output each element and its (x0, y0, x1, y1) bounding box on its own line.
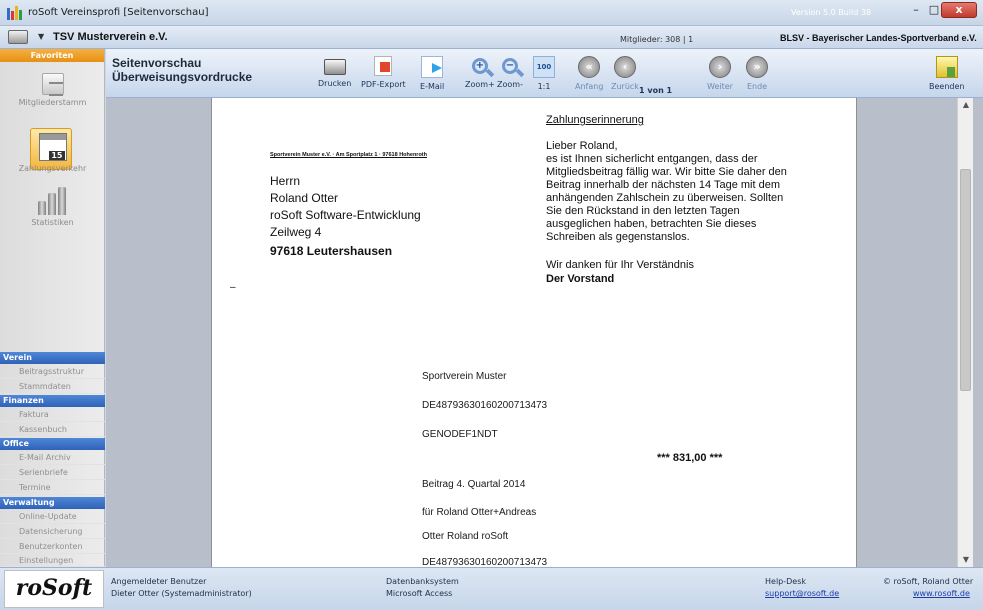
document-page (211, 98, 857, 567)
zoom-out-button[interactable]: − Zoom- (497, 60, 523, 89)
zoom-in-button[interactable]: + Zoom+ (465, 60, 495, 89)
minimize-button[interactable]: – (913, 3, 919, 16)
db-label: Datenbanksystem (386, 577, 459, 586)
federation-name: BLSV - Bayerischer Landes-Sportverband e.V. (780, 33, 977, 43)
sidebar (0, 49, 105, 567)
address-line: Zeilweg 4 (270, 225, 322, 239)
club-name[interactable]: TSV Musterverein e.V. (53, 31, 168, 43)
email-button[interactable]: E-Mail (420, 56, 444, 91)
address-line: roSoft Software-Entwicklung (270, 208, 421, 222)
sidebar-item-beitragsstruktur[interactable]: Beitragsstruktur (0, 364, 105, 379)
title-bar (0, 0, 983, 26)
letter-title: Zahlungserinnerung (546, 114, 644, 126)
sidebar-item-termine[interactable]: Termine (0, 480, 105, 495)
body-line: es ist Ihnen sicherlicht entgangen, dass der (546, 153, 758, 165)
sidebar-item-online-update[interactable]: Online-Update (0, 509, 105, 524)
slip-payer-iban: DE48793630160200713473 (422, 557, 548, 567)
last-page-button[interactable]: » Ende (746, 56, 768, 91)
statistics-icon (38, 187, 68, 215)
helpdesk-link[interactable]: support@rosoft.de (765, 589, 840, 598)
scroll-down-arrow-icon[interactable]: ▼ (962, 555, 970, 564)
address-line: Roland Otter (270, 191, 339, 205)
previous-page-button[interactable]: ‹ Zurück (611, 56, 639, 91)
sidebar-item-datensicherung[interactable]: Datensicherung (0, 524, 105, 539)
arrow-right-icon: › (709, 56, 731, 78)
page-indicator: 1 von 1 (639, 86, 673, 95)
address-city: 97618 Leutershausen (270, 244, 393, 258)
fold-mark: – (230, 282, 236, 293)
rosoft-logo: roSoft (4, 570, 104, 608)
sidebar-item-mitgliederstamm[interactable] (0, 73, 105, 107)
sidebar-item-serienbriefe[interactable]: Serienbriefe (0, 465, 105, 480)
sidebar-item-statistiken[interactable] (0, 187, 105, 227)
sidebar-item-label: Statistiken (31, 218, 74, 227)
printer-icon (324, 59, 346, 75)
helpdesk-label: Help-Desk (765, 577, 807, 586)
zoom-in-icon: + (472, 58, 488, 74)
section-verein[interactable]: Verein (0, 352, 105, 364)
address-line: Herrn (270, 174, 301, 188)
sidebar-item-email-archiv[interactable]: E-Mail Archiv (0, 450, 105, 465)
copyright: © roSoft, Roland Otter (883, 577, 974, 586)
printer-menu-icon[interactable] (8, 30, 28, 44)
scrollbar-thumb[interactable] (960, 169, 971, 391)
pdf-export-button[interactable]: PDF-Export (361, 56, 406, 89)
body-line: Sie den Rückstand in den letzten Tagen (546, 205, 740, 217)
sidebar-item-kassenbuch[interactable]: Kassenbuch (0, 422, 105, 437)
sidebar-item-zahlungsverkehr[interactable] (0, 133, 105, 173)
section-finanzen[interactable]: Finanzen (0, 395, 105, 407)
thanks-line: Wir danken für Ihr Verständnis (546, 259, 694, 271)
zoom-1-1-button[interactable]: 100 1:1 (533, 56, 555, 91)
vertical-scrollbar[interactable] (957, 98, 973, 567)
body-line: anhängenden Zahlschein zu überweisen. Sollten (546, 192, 784, 204)
body-line: ausgeglichen haben, betrachten Sie dieses (546, 218, 757, 230)
slip-bic: GENODEF1NDT (422, 429, 498, 440)
page-title: Seitenvorschau Überweisungsvordrucke (112, 56, 253, 84)
user-label: Angemeldeter Benutzer (111, 577, 207, 586)
body-line: Lieber Roland, (546, 140, 618, 152)
pdf-icon (374, 56, 392, 76)
print-button[interactable]: Drucken (318, 56, 351, 88)
calendar-icon: 15 (39, 133, 67, 161)
members-icon (42, 73, 64, 95)
app-icon (7, 6, 23, 20)
user-value: Dieter Otter (Systemadministrator) (111, 589, 252, 598)
sidebar-item-label: Zahlungsverkehr (18, 164, 87, 173)
website-link[interactable]: www.rosoft.de (913, 589, 970, 598)
favorites-header: Favoriten (0, 49, 104, 62)
last-page-icon: » (746, 56, 768, 78)
scroll-up-arrow-icon[interactable]: ▲ (962, 100, 970, 109)
sidebar-item-faktura[interactable]: Faktura (0, 407, 105, 422)
exit-button[interactable]: Beenden (929, 56, 964, 91)
status-bar (0, 567, 983, 610)
db-value: Microsoft Access (386, 589, 453, 598)
zoom-100-icon: 100 (533, 56, 555, 78)
exit-door-icon (936, 56, 958, 78)
signature: Der Vorstand (546, 273, 615, 285)
close-button[interactable]: x (941, 2, 977, 18)
chevron-down-icon[interactable]: ▼ (38, 32, 45, 41)
club-bar (0, 26, 983, 49)
email-icon (421, 56, 443, 78)
body-line: Mitgliedsbeitrag fällig war. Wir bitte Sie daher den (546, 166, 787, 178)
member-count: Mitglieder: 308 | 1 (620, 35, 694, 44)
sender-line: Sportverein Muster e.V. · Am Sportplatz 1 · 97618 Hohenroth (270, 152, 427, 158)
slip-purpose: Beitrag 4. Quartal 2014 (422, 479, 526, 490)
slip-iban: DE48793630160200713473 (422, 400, 548, 411)
slip-purpose: für Roland Otter+Andreas (422, 507, 537, 518)
zoom-out-icon: − (502, 58, 518, 74)
maximize-button[interactable]: □ (928, 3, 940, 16)
slip-recipient: Sportverein Muster (422, 371, 507, 382)
slip-amount: *** 831,00 *** (657, 452, 723, 464)
toolbar (106, 49, 983, 98)
first-page-button[interactable]: « Anfang (575, 56, 603, 91)
preview-area (106, 98, 983, 567)
slip-payer: Otter Roland roSoft (422, 531, 509, 542)
body-line: Schreiben als gegenstanslos. (546, 231, 690, 243)
next-page-button[interactable]: › Weiter (707, 56, 733, 91)
section-verwaltung[interactable]: Verwaltung (0, 497, 105, 509)
sidebar-item-stammdaten[interactable]: Stammdaten (0, 379, 105, 394)
body-line: Beitrag innerhalb der nächsten 14 Tage mit dem (546, 179, 780, 191)
arrow-left-icon: ‹ (614, 56, 636, 78)
sidebar-item-label: Mitgliederstamm (18, 98, 87, 107)
section-office[interactable]: Office (0, 438, 105, 450)
sidebar-item-benutzerkonten[interactable]: Benutzerkonten (0, 539, 105, 554)
window-title: roSoft Vereinsprofi [Seitenvorschau] (28, 7, 209, 18)
sidebar-item-einstellungen[interactable]: Einstellungen (0, 554, 105, 567)
first-page-icon: « (578, 56, 600, 78)
version-label: Version 5.0 Build 38 (791, 8, 872, 17)
